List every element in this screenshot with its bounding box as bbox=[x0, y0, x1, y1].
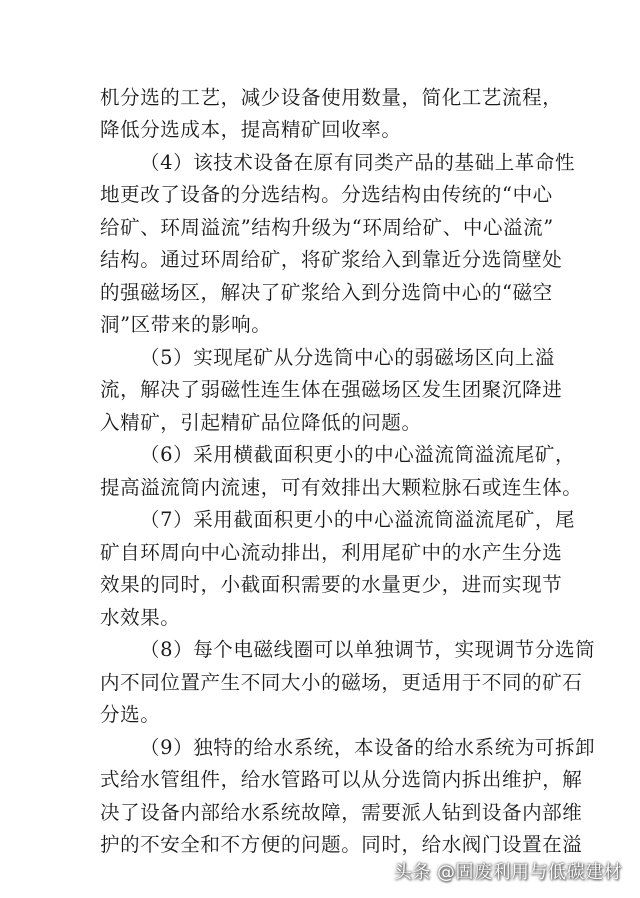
paragraph-4-line-1: （4）该技术设备在原有同类产品的基础上革命性 bbox=[140, 151, 576, 174]
text-line-2: 降低分选成本，提高精矿回收率。 bbox=[100, 118, 402, 141]
paragraph-4-line-2: 地更改了设备的分选结构。分选结构由传统的“中心 bbox=[100, 183, 553, 206]
paragraph-6-line-1: （6）采用横截面积更小的中心溢流筒溢流尾矿， bbox=[140, 443, 576, 466]
paragraph-7-line-3: 效果的同时，小截面积需要的水量更少，进而实现节 bbox=[100, 573, 563, 596]
source-watermark: 头条 @固废利用与低碳建材 bbox=[393, 862, 622, 883]
paragraph-6-line-2: 提高溢流筒内流速，可有效排出大颗粒脉石或连生体。 bbox=[100, 476, 583, 499]
paragraph-5-line-2: 流，解决了弱磁性连生体在强磁场区发生团聚沉降进 bbox=[100, 378, 563, 401]
paragraph-9-line-1: （9）独特的给水系统，本设备的给水系统为可拆卸 bbox=[140, 736, 596, 759]
paragraph-4-line-3: 给矿、环周溢流”结构升级为“环周给矿、中心溢流” bbox=[100, 216, 554, 239]
paragraph-7-line-2: 矿自环周向中心流动排出，利用尾矿中的水产生分选 bbox=[100, 541, 563, 564]
paragraph-8-line-2: 内不同位置产生不同大小的磁场，更适用于不同的矿石 bbox=[100, 671, 583, 694]
paragraph-4-line-6: 洞”区带来的影响。 bbox=[100, 313, 272, 336]
paragraph-9-line-2: 式给水管组件，给水管路可以从分选筒内拆出维护，解 bbox=[100, 768, 583, 791]
paragraph-7-line-1: （7）采用截面积更小的中心溢流筒溢流尾矿，尾 bbox=[140, 508, 576, 531]
paragraph-4-line-5: 的强磁场区，解决了矿浆给入到分选筒中心的“磁空 bbox=[100, 281, 553, 304]
paragraph-9-line-4: 护的不安全和不方便的问题。同时，给水阀门设置在溢 bbox=[100, 833, 583, 856]
text-line-1: 机分选的工艺，减少设备使用数量，简化工艺流程， bbox=[100, 86, 563, 109]
paragraph-5-line-3: 入精矿，引起精矿品位降低的问题。 bbox=[100, 411, 422, 434]
paragraph-8-line-1: （8）每个电磁线圈可以单独调节，实现调节分选筒 bbox=[140, 638, 596, 661]
paragraph-9-line-3: 决了设备内部给水系统故障，需要派人钻到设备内部维 bbox=[100, 801, 583, 824]
paragraph-8-line-3: 分选。 bbox=[100, 703, 161, 726]
paragraph-7-line-4: 水效果。 bbox=[100, 606, 181, 629]
paragraph-4-line-4: 结构。通过环周给矿，将矿浆给入到靠近分选筒壁处 bbox=[100, 248, 563, 271]
paragraph-5-line-1: （5）实现尾矿从分选筒中心的弱磁场区向上溢 bbox=[140, 346, 556, 369]
